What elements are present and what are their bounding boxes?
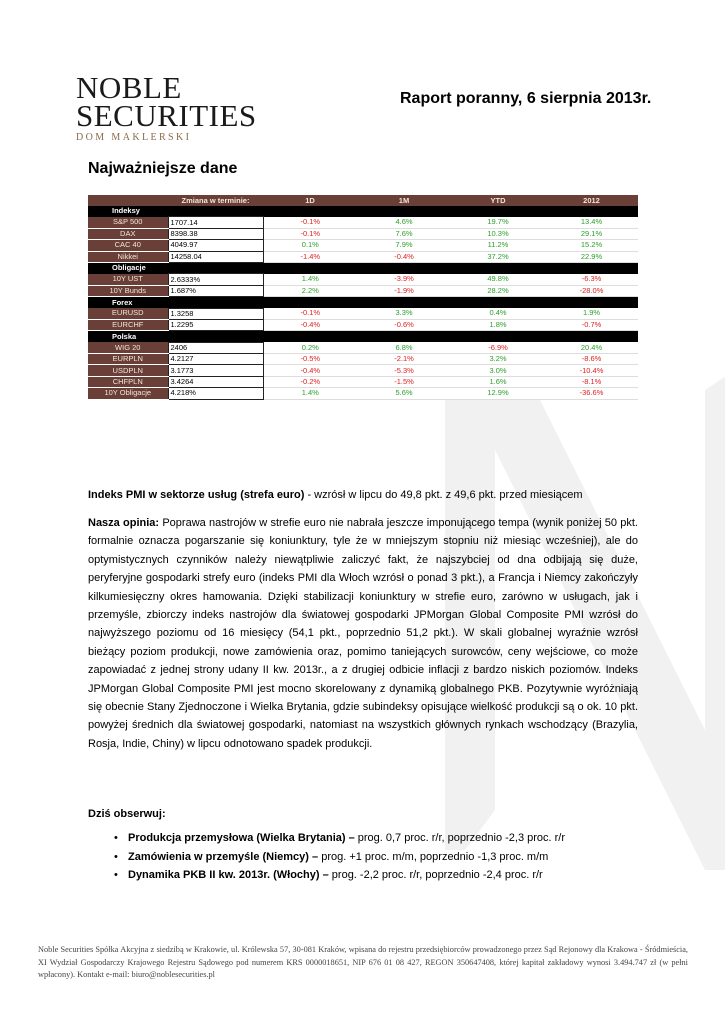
logo-line-2: SECURITIES [76,98,257,133]
watch-item-text: prog. +1 proc. m/m, poprzednio -1,3 proc. m/m [318,850,549,863]
change-cell: 7.6% [357,228,451,239]
change-cell: -8.6% [545,354,638,365]
logo-subtitle: DOM MAKLERSKI [76,132,192,143]
change-cell: 0.2% [263,342,357,353]
instrument-value: 3.4264 [168,376,263,387]
group-fill [168,206,638,217]
instrument-name: Nikkei [88,251,168,262]
change-cell: -0.1% [263,308,357,319]
table-group-row [88,297,638,308]
instrument-name: 10Y UST [88,274,168,285]
change-cell: -0.6% [357,319,451,330]
table-row [88,285,638,296]
group-fill [168,262,638,273]
change-cell: -0.4% [263,365,357,376]
instrument-name: EURUSD [88,308,168,319]
table-row [88,342,638,353]
watch-item-bold: Produkcja przemysłowa (Wielka Brytania) – [128,832,355,844]
change-cell: -0.7% [545,319,638,330]
header-cell: 1M [357,195,451,206]
footer-legal-text: Noble Securities Spółka Akcyjna z siedzibą w Krakowie, ul. Królewska 57, 30-081 Kraków, wpisana do rejestru przedsiębiorców prowadzonego przez Sąd Rejonowy dla Krakowa - Śródmieścia, XI Wydział Gospodarczy Krajowego Rejestru Sądowego pod numerem KRS 0000018651, NIP 676 01 08 427, REGON 350647408, której kapitał zakładowy wynosi 3.494.747 zł (w pełni wpłacony). Kontakt e-mail: biuro@noblesecurities.pl [38,945,688,979]
list-item [88,869,565,888]
change-cell: -0.1% [263,228,357,239]
change-cell: -2.1% [357,354,451,365]
report-title: Raport poranny, 6 sierpnia 2013r. [400,90,652,107]
instrument-value: 1.3258 [168,308,263,319]
opinion-label: Nasza opinia: [88,517,160,529]
change-cell: 6.8% [357,342,451,353]
instrument-name: S&P 500 [88,217,168,228]
instrument-value: 2.6333% [168,274,263,285]
company-logo [76,70,257,143]
change-cell: 1.4% [263,388,357,399]
change-cell: 12.9% [451,388,545,399]
change-cell: 3.0% [451,365,545,376]
instrument-name: 10Y Obligacje [88,388,168,399]
bullet-icon: • [114,850,118,863]
change-cell: -1.5% [357,376,451,387]
table-row [88,319,638,330]
change-cell: 1.6% [451,376,545,387]
change-cell: -8.1% [545,376,638,387]
header-cell: 2012 [545,195,638,206]
watch-item-text: prog. 0,7 proc. r/r, poprzednio -2,3 proc. r/r [354,832,566,844]
header-cell: Zmiana w terminie: [168,195,263,206]
bullet-icon: • [114,832,118,844]
bullet-icon: • [114,869,118,881]
change-cell: 3.3% [357,308,451,319]
table-header-row [88,195,638,206]
change-cell: -6.3% [545,274,638,285]
instrument-name: CAC 40 [88,240,168,251]
change-cell: -0.4% [357,251,451,262]
change-cell: -6.9% [451,342,545,353]
change-cell: 5.6% [357,388,451,399]
table-row [88,354,638,365]
logo-line-1: NOBLE [76,70,182,105]
table-row [88,240,638,251]
instrument-value: 8398.38 [168,228,263,239]
change-cell: 37.2% [451,251,545,262]
change-cell: 19.7% [451,217,545,228]
opinion-paragraph [88,514,638,753]
change-cell: -0.2% [263,376,357,387]
change-cell: 15.2% [545,240,638,251]
watch-item-bold: Dynamika PKB II kw. 2013r. (Włochy) – [128,869,329,881]
change-cell: 0.1% [263,240,357,251]
group-label: Forex [88,297,168,308]
change-cell: -0.5% [263,354,357,365]
table-row [88,376,638,387]
table-group-row [88,262,638,273]
table-group-row [88,206,638,217]
change-cell: 4.6% [357,217,451,228]
table-row [88,251,638,262]
change-cell: -0.1% [263,217,357,228]
change-cell: -36.6% [545,388,638,399]
change-cell: 3.2% [451,354,545,365]
list-item [88,851,565,870]
group-fill [168,331,638,342]
instrument-name: CHFPLN [88,376,168,387]
change-cell: 1.4% [263,274,357,285]
group-label: Polska [88,331,168,342]
change-cell: -0.4% [263,319,357,330]
table-row [88,228,638,239]
watch-title: Dziś obserwuj: [88,808,166,820]
change-cell: 2.2% [263,285,357,296]
instrument-name: WIG 20 [88,342,168,353]
watch-item-text: prog. -2,2 proc. r/r, poprzednio -2,4 proc. r/r [328,869,543,881]
group-fill [168,297,638,308]
change-cell: 0.4% [451,308,545,319]
instrument-name: EURPLN [88,354,168,365]
table-row [88,388,638,399]
instrument-name: 10Y Bunds [88,285,168,296]
instrument-value: 2406 [168,342,263,353]
pmi-title: Indeks PMI w sektorze usług (strefa euro) [88,489,305,501]
instrument-value: 1707.14 [168,217,263,228]
table-group-row [88,331,638,342]
change-cell: -1.9% [357,285,451,296]
table-row [88,365,638,376]
instrument-value: 1.687% [168,285,263,296]
change-cell: 11.2% [451,240,545,251]
instrument-value: 4.2127 [168,354,263,365]
watch-list [88,832,565,888]
section-title: Najważniejsze dane [88,160,238,177]
group-label: Obligacje [88,262,168,273]
header-blank [88,195,168,206]
table-body [88,206,638,399]
change-cell: 7.9% [357,240,451,251]
instrument-value: 1.2295 [168,319,263,330]
table-row [88,308,638,319]
instrument-name: EURCHF [88,319,168,330]
list-item [88,832,565,851]
change-cell: -10.4% [545,365,638,376]
change-cell: 20.4% [545,342,638,353]
change-cell: 10.3% [451,228,545,239]
change-cell: -5.3% [357,365,451,376]
pmi-text: - wzrósł w lipcu do 49,8 pkt. z 49,6 pkt. przed miesiącem [304,489,583,501]
change-cell: 1.8% [451,319,545,330]
header-cell: YTD [451,195,545,206]
change-cell: 13.4% [545,217,638,228]
change-cell: 49.8% [451,274,545,285]
change-cell: 1.9% [545,308,638,319]
change-cell: 22.9% [545,251,638,262]
change-cell: -28.0% [545,285,638,296]
header-cell: 1D [263,195,357,206]
group-label: Indeksy [88,206,168,217]
opinion-text: Poprawa nastrojów w strefie euro nie nabrała jeszcze imponującego tempa (wynik poniżej 50 pkt. formalnie oznacza pogarszanie się koniunktury, tyle że w mniejszym stopniu niż miesiąc wcześniej), ale do optymistycznych czynników należy niewątpliwie zaliczyć fakt, że najszybciej od dna odbijają się duże, peryferyjne gospodarki strefy euro (indeks PMI dla Włoch wzrósł o ponad 3 pkt.), a Francja i Niemcy zakończyły kilkumiesięczny okres hamowania. Dzięki stabilizacji koniunktury w strefie euro, zarówno w usługach, jak i przemyśle, zbiorczy indeks nastrojów dla światowej gospodarki JPMorgan Global Composite PMI wzrósł do najwyższego poziomu od 16 miesięcy (54,1 pkt., poprzednio 51,2 pkt.). W skali globalnej wyraźnie wzrósł bieżący poziom produkcji, nowe zamówienia oraz, pomimo taniejących surowców, ceny wejściowe, co może zapowiadać z jednej strony udany II kw. 2013r., a z drugiej odbicie inflacji z bardzo niskich poziomów. Indeks JPMorgan Global Composite PMI jest mocno skorelowany z dynamiką globalnego PKB. Pozytywnie wyróżniają się obecnie Stany Zjednoczone i Wielka Brytania, gdzie subindeksy opisujące wielkość produkcji są o ok. 10 pkt. powyżej średnich dla światowej gospodarki, natomiast na wszystkich głównych rynkach wschodzący (Brazylia, Rosja, Indie, Chiny) w lipcu odnotowano spadek produkcji. [88,517,638,750]
change-cell: -1.4% [263,251,357,262]
instrument-value: 4049.97 [168,240,263,251]
change-cell: -3.9% [357,274,451,285]
table-row [88,217,638,228]
instrument-value: 4.218% [168,388,263,399]
watch-item-bold: Zamówienia w przemyśle (Niemcy) – [128,850,319,863]
market-data-table [88,195,638,400]
instrument-name: USDPLN [88,365,168,376]
pmi-paragraph [88,486,638,504]
change-cell: 28.2% [451,285,545,296]
instrument-value: 3.1773 [168,365,263,376]
instrument-name: DAX [88,228,168,239]
table-row [88,274,638,285]
instrument-value: 14258.04 [168,251,263,262]
change-cell: 29.1% [545,228,638,239]
